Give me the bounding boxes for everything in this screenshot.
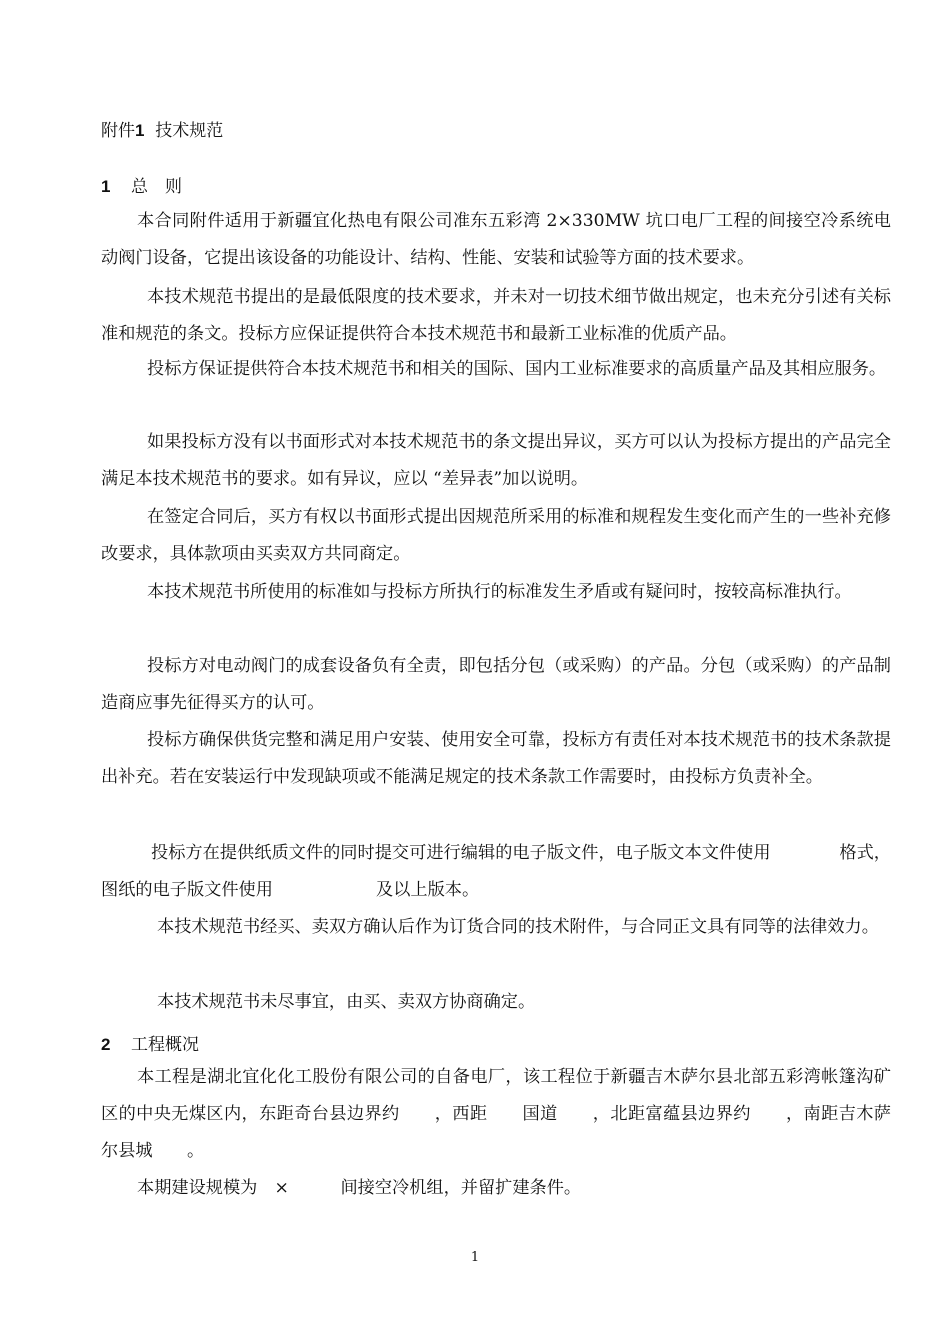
paragraph: 投标方确保供货完整和满足用户安装、使用安全可靠，投标方有责任对本技术规范书的技术条款提出补充。若在安装运行中发现缺项或不能满足规定的技术条款工作需要时，由投标方负责补全。	[101, 730, 891, 787]
paragraph: 投标方保证提供符合本技术规范书和相关的国际、国内工业标准要求的高质量产品及其相应服务。	[147, 359, 887, 379]
section-title: 总 则	[131, 177, 182, 197]
paragraph: 投标方对电动阀门的成套设备负有全责，即包括分包（或采购）的产品。分包（或采购）的产品制造商应事先征得买方的认可。	[101, 656, 891, 713]
paragraph: 本工程是湖北宜化化工股份有限公司的自备电厂，该工程位于新疆吉木萨尔县北部五彩湾帐篷沟矿区的中央无煤区内，东距奇台县边界约 ，西距 国道 ，北距富蕴县边界约 ，南距吉木萨尔县城 。	[101, 1067, 891, 1161]
paragraph: 本技术规范书提出的是最低限度的技术要求，并未对一切技术细节做出规定，也未充分引述有关标准和规范的条文。投标方应保证提供符合本技术规范书和最新工业标准的优质产品。	[101, 287, 891, 344]
paragraph: 本技术规范书经买、卖双方确认后作为订货合同的技术附件，与合同正文具有同等的法律效力。	[157, 917, 879, 937]
attachment-text: 技术规范	[155, 121, 224, 141]
attachment-title	[101, 116, 223, 141]
page-number: 1	[470, 1250, 480, 1265]
paragraph: 本技术规范书所使用的标准如与投标方所执行的标准发生矛盾或有疑问时，按较高标准执行。	[147, 582, 852, 602]
attachment-prefix: 附件	[101, 121, 135, 141]
section-heading-1	[101, 172, 182, 197]
section-number: 2	[101, 1035, 111, 1054]
paragraph: 本技术规范书未尽事宜，由买、卖双方协商确定。	[157, 992, 536, 1012]
paragraph: 投标方在提供纸质文件的同时提交可进行编辑的电子版文件，电子版文本文件使用 格式，图纸的电子版文件使用 及以上版本。	[101, 843, 891, 900]
section-title: 工程概况	[131, 1035, 199, 1055]
attachment-number: 1	[135, 121, 145, 140]
paragraph: 如果投标方没有以书面形式对本技术规范书的条文提出异议，买方可以认为投标方提出的产品完全满足本技术规范书的要求。如有异议，应以 “差异表”加以说明。	[101, 432, 891, 489]
paragraph: 本期建设规模为 × 间接空冷机组，并留扩建条件。	[137, 1178, 582, 1198]
paragraph: 在签定合同后，买方有权以书面形式提出因规范所采用的标准和规程发生变化而产生的一些补充修改要求，具体款项由买卖双方共同商定。	[101, 507, 891, 564]
section-number: 1	[101, 177, 111, 196]
section-heading-2	[101, 1030, 199, 1055]
paragraph: 本合同附件适用于新疆宜化热电有限公司准东五彩湾 2×330MW 坑口电厂工程的间接空冷系统电动阀门设备，它提出该设备的功能设计、结构、性能、安装和试验等方面的技术要求。	[101, 211, 891, 268]
